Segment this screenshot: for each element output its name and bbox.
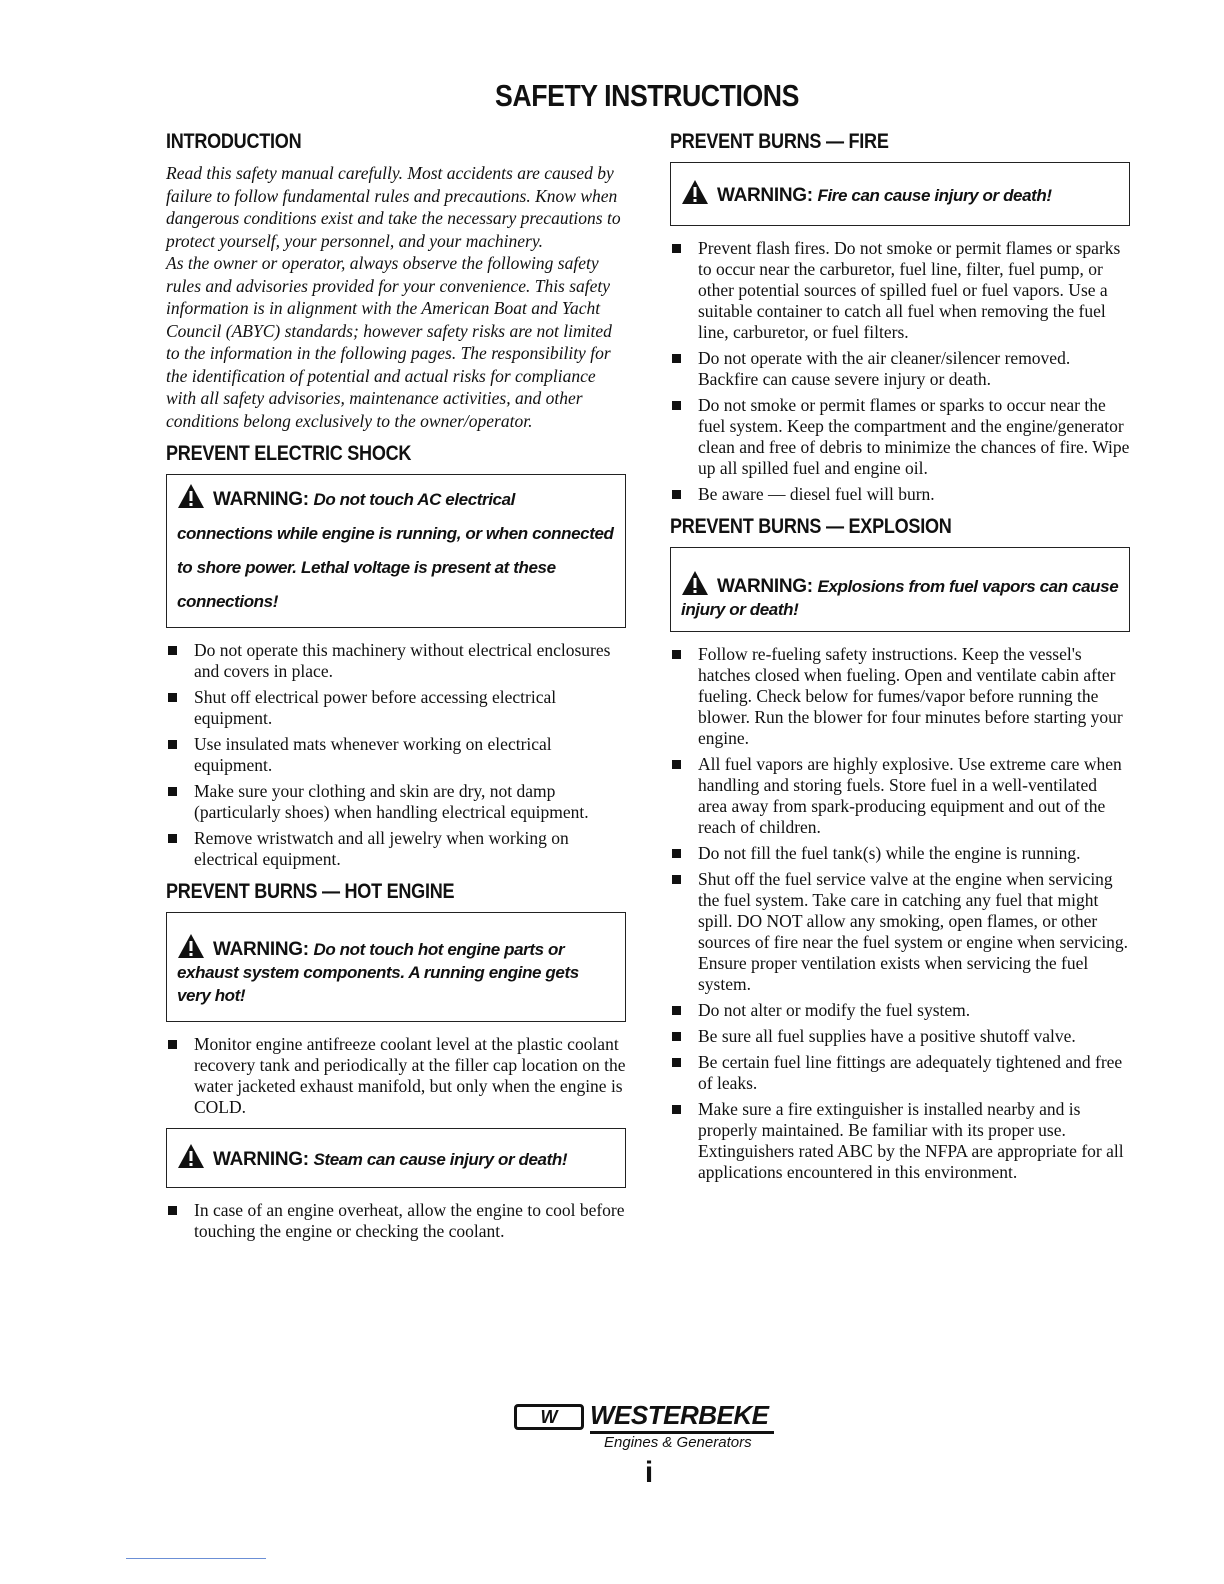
warning-text: Do not touch hot engine parts or exhaust system components. A running engine gets very hot!	[177, 940, 579, 1005]
warning-triangle-icon	[681, 179, 709, 205]
list-item	[166, 828, 626, 870]
list-item-text: Shut off the fuel service valve at the engine when servicing the fuel system. Take care in catching any fuel that might spill. DO NOT allow any smoking, open flames, or other sources of fire near the fuel system or engine when servicing. Ensure proper ventilation exists when servicing the fuel system.	[698, 869, 1129, 994]
list-item-text: Be certain fuel line fittings are adequately tightened and free of leaks.	[698, 1052, 1123, 1093]
bullet-square-icon	[672, 1105, 681, 1114]
left-column	[166, 130, 626, 1252]
list-item-text: Do not fill the fuel tank(s) while the engine is running.	[698, 843, 1081, 863]
warning-label: WARNING:	[717, 576, 813, 597]
list-item	[166, 640, 626, 682]
hot-engine-warning-box	[166, 912, 626, 1022]
electric-shock-heading: PREVENT ELECTRIC SHOCK	[166, 442, 412, 465]
explosion-list	[670, 644, 1130, 1183]
list-item-text: Follow re-fueling safety instructions. Keep the vessel's hatches closed when fueling. Open and ventilate cabin after fueling. Check below for fumes/vapor before running the blower. Run the blower for four minutes before starting your engine.	[698, 644, 1123, 748]
bullet-square-icon	[672, 875, 681, 884]
list-item-text: Do not operate this machinery without electrical enclosures and covers in place.	[194, 640, 611, 681]
fire-warning-box	[670, 162, 1130, 226]
list-item-text: Do not operate with the air cleaner/silencer removed. Backfire can cause severe injury or death.	[698, 348, 1071, 389]
right-column	[670, 130, 1130, 1193]
list-item	[670, 348, 1130, 390]
list-item	[166, 687, 626, 729]
bullet-square-icon	[672, 244, 681, 253]
logo-mark: W	[514, 1404, 584, 1430]
list-item-text: Use insulated mats whenever working on electrical equipment.	[194, 734, 552, 775]
introduction-text	[166, 162, 626, 432]
electric-shock-warning-box	[166, 474, 626, 628]
bullet-square-icon	[672, 490, 681, 499]
list-item	[670, 1099, 1130, 1183]
bullet-square-icon	[168, 646, 177, 655]
warning-label: WARNING:	[717, 185, 813, 206]
list-item	[670, 1000, 1130, 1021]
list-item	[670, 843, 1130, 864]
introduction-heading: INTRODUCTION	[166, 130, 302, 153]
bullet-square-icon	[168, 1040, 177, 1049]
introduction-paragraph-2: As the owner or operator, always observe the following safety rules and advisories provided for your convenience. This safety information is in alignment with the American Boat and Yacht Council (ABYC) standards; however safety risks are not limited to the information in the following pages. The responsibility for the identification of potential and actual risks for compliance with all safety advisories, maintenance activities, and other conditions belong exclusively to the owner/operator.	[166, 253, 612, 431]
warning-triangle-icon	[681, 570, 709, 596]
list-item	[670, 238, 1130, 343]
bullet-square-icon	[672, 1006, 681, 1015]
warning-label: WARNING:	[213, 939, 309, 960]
warning-text: Fire can cause injury or death!	[817, 186, 1052, 205]
bullet-square-icon	[672, 849, 681, 858]
fire-heading: PREVENT BURNS — FIRE	[670, 130, 889, 153]
warning-text: Steam can cause injury or death!	[313, 1150, 568, 1169]
warning-text: Explosions from fuel vapors can cause injury or death!	[681, 577, 1119, 619]
warning-label: WARNING:	[213, 489, 309, 510]
list-item	[670, 395, 1130, 479]
list-item-text: Be aware — diesel fuel will burn.	[698, 484, 935, 504]
warning-triangle-icon	[177, 483, 205, 509]
list-item-text: Be sure all fuel supplies have a positive shutoff valve.	[698, 1026, 1076, 1046]
bullet-square-icon	[168, 834, 177, 843]
bullet-square-icon	[672, 401, 681, 410]
list-item-text: Prevent flash fires. Do not smoke or permit flames or sparks to occur near the carburetor, fuel line, filter, fuel pump, or other potential sources of spilled fuel or fuel vapors. Use a suitable container to catch all fuel when removing the fuel line, carburetor, or fuel filters.	[698, 238, 1121, 342]
warning-triangle-icon	[177, 933, 205, 959]
bullet-square-icon	[672, 760, 681, 769]
warning-text: Do not touch AC electrical connections while engine is running, or when connected to shore power. Lethal voltage is present at these connections!	[177, 490, 614, 611]
list-item-text: Do not smoke or permit flames or sparks to occur near the fuel system. Keep the compartment and the engine/generator clean and free of debris to minimize the chances of fire. Wipe up all spilled fuel and engine oil.	[698, 395, 1130, 478]
list-item	[670, 484, 1130, 505]
page-title: SAFETY INSTRUCTIONS	[495, 78, 799, 113]
warning-label: WARNING:	[213, 1149, 309, 1170]
bullet-square-icon	[168, 693, 177, 702]
bullet-square-icon	[672, 650, 681, 659]
list-item	[166, 734, 626, 776]
list-item	[670, 1026, 1130, 1047]
logo-brand: WESTERBEKE	[590, 1400, 774, 1434]
warning-triangle-icon	[177, 1143, 205, 1169]
list-item-text: Shut off electrical power before accessing electrical equipment.	[194, 687, 557, 728]
introduction-paragraph-1: Read this safety manual carefully. Most accidents are caused by failure to follow fundamental rules and precautions. Know when dangerous conditions exist and take the necessary precautions to protect yourself, your personnel, and your machinery.	[166, 163, 621, 251]
hot-engine-heading: PREVENT BURNS — HOT ENGINE	[166, 880, 455, 903]
list-item-text: All fuel vapors are highly explosive. Use extreme care when handling and storing fuels. Store fuel in a well-ventilated area away from spark-producing equipment and out of the reach of children.	[698, 754, 1122, 837]
list-item-text: Do not alter or modify the fuel system.	[698, 1000, 971, 1020]
footer-rule	[126, 1558, 266, 1559]
list-item	[670, 644, 1130, 749]
steam-warning-box	[166, 1128, 626, 1188]
bullet-square-icon	[672, 1032, 681, 1041]
electric-shock-list	[166, 640, 626, 870]
bullet-square-icon	[168, 1206, 177, 1215]
page-number: i	[644, 1456, 654, 1489]
list-item-text: Make sure a fire extinguisher is installed nearby and is properly maintained. Be familiar with its proper use. Extinguishers rated ABC by the NFPA are appropriate for all applications encountered in this environment.	[698, 1099, 1124, 1182]
bullet-square-icon	[168, 787, 177, 796]
bullet-square-icon	[168, 740, 177, 749]
list-item	[670, 869, 1130, 995]
hot-engine-list	[166, 1034, 626, 1118]
westerbeke-logo	[514, 1400, 774, 1460]
list-item-text: Monitor engine antifreeze coolant level at the plastic coolant recovery tank and periodically at the filler cap location on the water jacketed exhaust manifold, but only when the engine is COLD.	[194, 1034, 626, 1117]
bullet-square-icon	[672, 354, 681, 363]
list-item-text: Remove wristwatch and all jewelry when working on electrical equipment.	[194, 828, 569, 869]
list-item	[166, 1200, 626, 1242]
logo-tagline: Engines & Generators	[604, 1434, 752, 1451]
list-item	[166, 781, 626, 823]
list-item	[670, 754, 1130, 838]
list-item	[670, 1052, 1130, 1094]
steam-list	[166, 1200, 626, 1242]
list-item-text: Make sure your clothing and skin are dry, not damp (particularly shoes) when handling electrical equipment.	[194, 781, 589, 822]
bullet-square-icon	[672, 1058, 681, 1067]
explosion-heading: PREVENT BURNS — EXPLOSION	[670, 515, 952, 538]
explosion-warning-box	[670, 547, 1130, 632]
list-item-text: In case of an engine overheat, allow the engine to cool before touching the engine or checking the coolant.	[194, 1200, 625, 1241]
list-item	[166, 1034, 626, 1118]
fire-list	[670, 238, 1130, 505]
